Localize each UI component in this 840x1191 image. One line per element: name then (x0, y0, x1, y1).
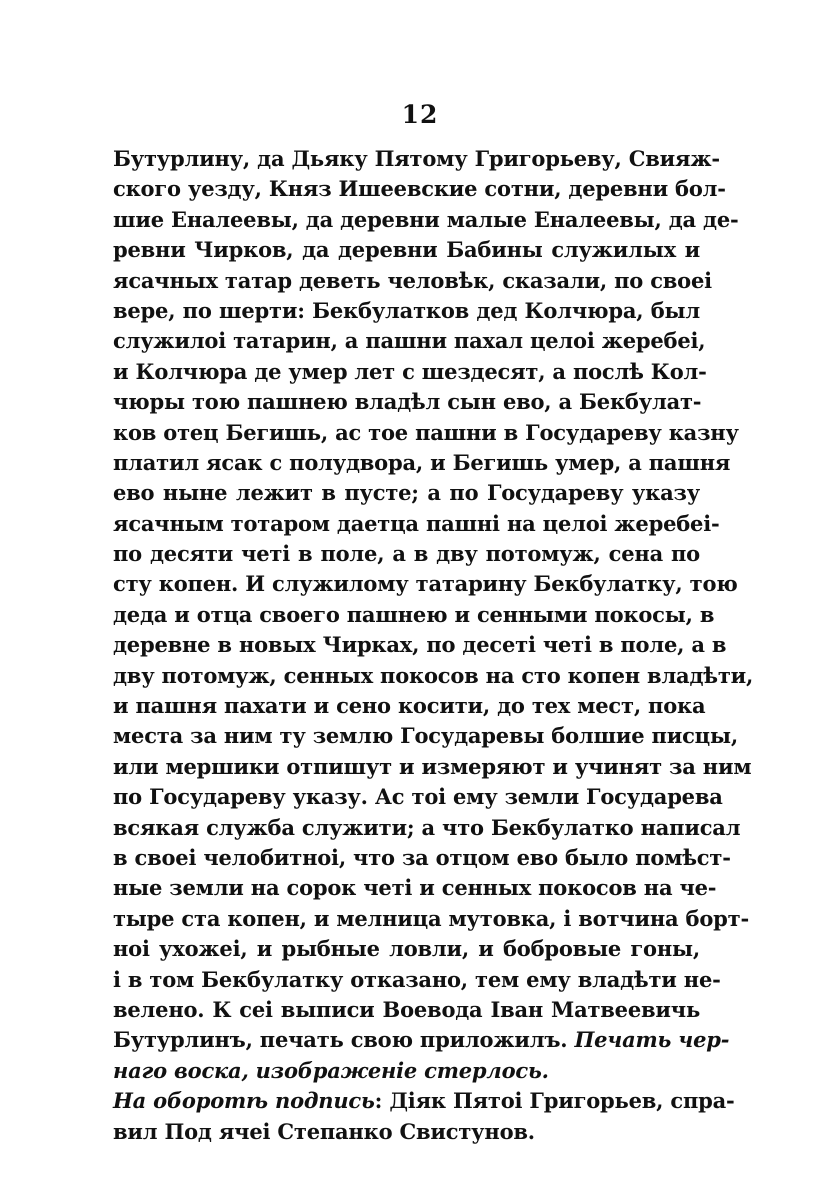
text-line (113, 721, 738, 751)
text-line (113, 569, 738, 599)
text-segment: или мершики отпишут и измеряют и учинят за ним (113, 753, 752, 779)
italic-segment: наго воска, изображеніе стерлось. (113, 1057, 549, 1083)
text-segment: ков отец Бегишь, ас тое пашни в Государеву казну (113, 419, 739, 445)
text-line (113, 326, 706, 356)
text-segment: служилоі татарин, а пашни пахал целоі жеребеі, (113, 328, 706, 354)
text-line (113, 630, 727, 660)
text-segment: сту копен. И служилому татарину Бекбулатку, тою (113, 571, 738, 597)
text-segment: вил Под ячеі Степанко Свистунов. (113, 1118, 535, 1144)
text-line (113, 539, 700, 569)
text-line (113, 205, 739, 235)
italic-segment: Печать чер- (574, 1027, 730, 1053)
text-line (113, 418, 739, 448)
text-segment: ево ныне лежит в пусте; а по Государеву указу (113, 480, 700, 506)
text-segment: велено. К сеі выписи Воевода Іван Матвеевичь (113, 996, 700, 1022)
text-segment: и Колчюра де умер лет с шездесят, а послѣ Кол- (113, 358, 707, 384)
text-segment: в своеі челобитноі, что за отцом ево было помѣст- (113, 844, 731, 870)
text-line (113, 1086, 735, 1116)
text-segment: чюры тою пашнею владѣл сын ево, а Бекбулат- (113, 389, 702, 415)
text-segment: шие Еналеевы, да деревни малые Еналеевы, да де- (113, 206, 739, 232)
text-line (113, 813, 741, 843)
text-line (113, 995, 700, 1025)
text-segment: Бутурлину, да Дьяку Пятому Григорьеву, Свияж- (113, 146, 720, 171)
text-segment: ные земли на сорок четі и сенных покосов на че- (113, 875, 717, 901)
text-line (113, 904, 749, 934)
text-line (113, 296, 700, 326)
text-line (113, 266, 712, 296)
text-line (113, 1056, 700, 1086)
text-line (113, 509, 720, 539)
text-line (113, 661, 754, 691)
text-segment: вере, по шерти: Бекбулатков дед Колчюра, был (113, 297, 700, 323)
text-line (113, 174, 726, 204)
text-segment: : Діяк Пятоі Григорьев, спра- (374, 1088, 735, 1114)
text-segment: по десяти четі в поле, а в дву потомуж, сена по (113, 541, 700, 567)
text-segment: Бутурлинъ, печать свою приложилъ. (113, 1027, 575, 1053)
text-line (113, 235, 700, 265)
text-segment: ского уезду, Княз Ишеевские сотни, деревни бол- (113, 176, 726, 202)
text-line (113, 1117, 700, 1147)
text-segment: деревне в новых Чирках, по десеті четі в поле, а в (113, 632, 727, 658)
text-line (113, 934, 700, 964)
text-line (113, 144, 720, 174)
text-segment: ноі ухожеі, и рыбные ловли, и бобровые гоны, (113, 936, 700, 962)
text-segment: ревни Чирков, да деревни Бабины служилых и (113, 237, 700, 263)
text-line (113, 782, 723, 812)
text-line (113, 387, 700, 417)
text-segment: платил ясак с полудвора, и Бегишь умер, а пашня (113, 449, 731, 475)
text-segment: деда и отца своего пашнею и сенными покосы, в (113, 601, 715, 627)
text-segment: тыре ста копен, и мелница мутовка, і вотчина борт- (113, 905, 749, 931)
text-segment: ясачных татар деветь человѣк, сказали, по своеі (113, 267, 712, 293)
page-number: 12 (401, 100, 439, 129)
text-segment: и пашня пахати и сено косити, до тех мест, пока (113, 693, 706, 719)
text-segment: по Государеву указу. Ас тоі ему земли Государева (113, 784, 723, 810)
text-line (113, 357, 707, 387)
text-line (113, 843, 731, 873)
text-segment: всякая служба служити; а что Бекбулатко написал (113, 814, 741, 840)
text-line (113, 478, 700, 508)
text-segment: і в том Бекбулатку отказано, тем ему владѣти не- (113, 966, 721, 992)
text-line (113, 691, 706, 721)
text-line (113, 873, 717, 903)
text-line (113, 448, 731, 478)
text-line (113, 965, 721, 995)
body-text (113, 144, 754, 1147)
text-segment: места за ним ту землю Государевы болшие писцы, (113, 723, 738, 749)
text-line (113, 600, 715, 630)
text-segment: ясачным тотаром даетца пашні на целоі жеребеі- (113, 510, 720, 536)
text-line (113, 752, 752, 782)
text-line (113, 1025, 730, 1055)
italic-segment: На оборотѣ подпись (113, 1088, 375, 1114)
text-segment: дву потомуж, сенных покосов на сто копен владѣти, (113, 662, 754, 688)
